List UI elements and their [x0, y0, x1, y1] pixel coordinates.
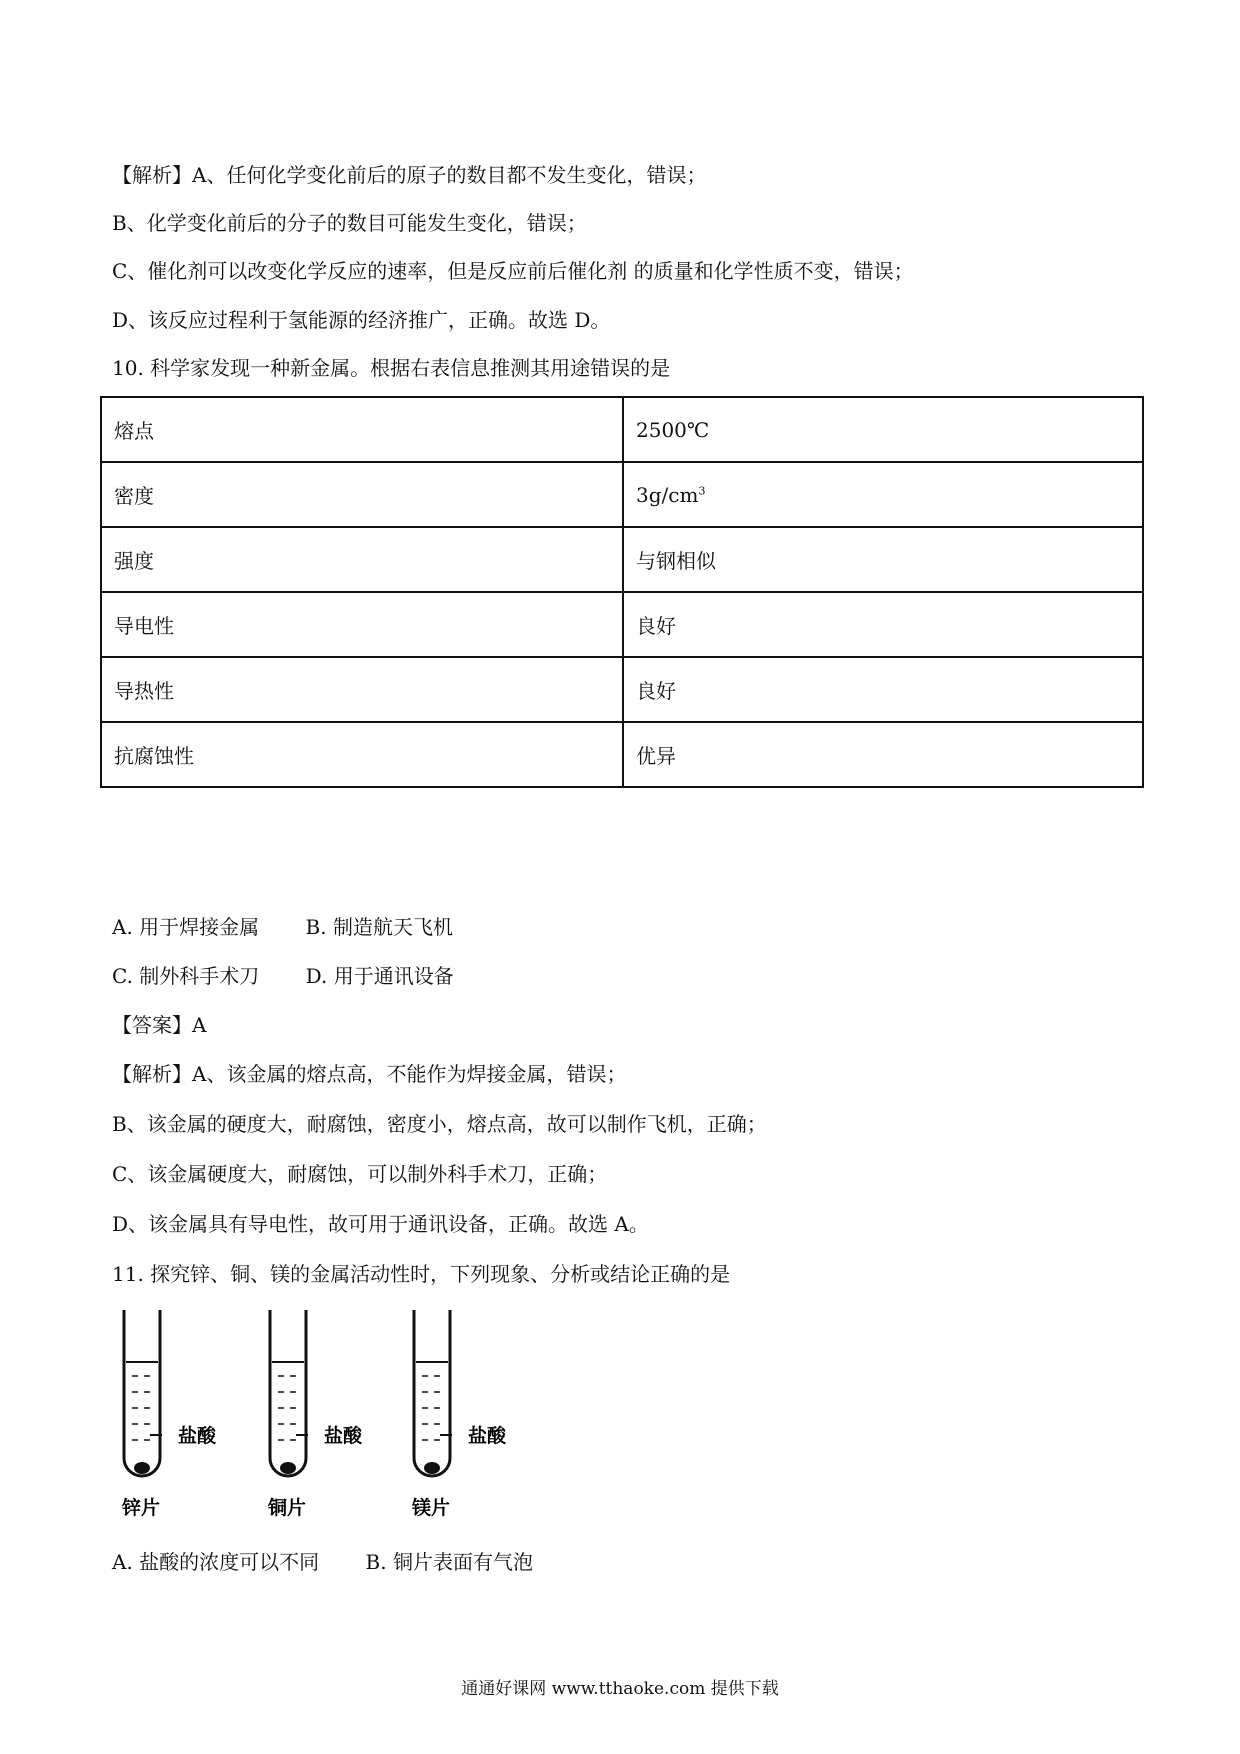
q10-answer: 【答案】A [112, 1013, 207, 1037]
table-row [101, 722, 1143, 787]
property-cell: 密度 [101, 462, 623, 527]
test-tube-copper [267, 1310, 363, 1519]
value-cell: 与钢相似 [623, 527, 1143, 592]
page-footer: 通通好课网 www.tthaoke.com 提供下载 [461, 1679, 779, 1699]
density-value: 3g/cm [636, 482, 699, 507]
metal-properties-table [100, 396, 1144, 788]
density-exponent: 3 [698, 483, 706, 497]
test-tube-zinc [121, 1310, 217, 1519]
value-cell [623, 462, 1143, 527]
acid-label: 盐酸 [178, 1425, 217, 1447]
acid-label: 盐酸 [324, 1425, 363, 1447]
analysis9-line-4: D、该反应过程利于氢能源的经济推广，正确。故选 D。 [112, 308, 611, 332]
q10-stem: 10. 科学家发现一种新金属。根据右表信息推测其用途错误的是 [112, 356, 671, 380]
property-cell: 强度 [101, 527, 623, 592]
tube-label-zinc: 锌片 [122, 1497, 161, 1519]
analysis9-line-3: C、催化剂可以改变化学反应的速率，但是反应前后催化剂 的质量和化学性质不变，错误； [112, 259, 914, 283]
q11-options-row [112, 1548, 533, 1576]
property-cell: 熔点 [101, 397, 623, 462]
tube-label-copper: 铜片 [268, 1497, 307, 1519]
table-row [101, 527, 1143, 592]
q10-option-a: A. 用于焊接金属 [112, 915, 260, 939]
acid-label: 盐酸 [468, 1425, 507, 1447]
value-cell: 优异 [623, 722, 1143, 787]
q10-option-c: C. 制外科手术刀 [112, 964, 260, 988]
q10-option-b: B. 制造航天飞机 [305, 915, 453, 939]
table-row [101, 397, 1143, 462]
q10-option-d: D. 用于通讯设备 [305, 964, 454, 988]
q10-options-row-2 [112, 962, 454, 990]
property-cell: 导热性 [101, 657, 623, 722]
q10-analysis-line-1: 【解析】A、该金属的熔点高，不能作为焊接金属，错误； [112, 1062, 627, 1086]
q10-options-row-1 [112, 913, 453, 941]
q10-analysis-line-3: C、该金属硬度大，耐腐蚀，可以制外科手术刀，正确； [112, 1162, 608, 1186]
q11-stem: 11. 探究锌、铜、镁的金属活动性时，下列现象、分析或结论正确的是 [112, 1262, 731, 1286]
test-tubes-figure [112, 1310, 562, 1520]
table-row [101, 657, 1143, 722]
q10-analysis-line-2: B、该金属的硬度大，耐腐蚀，密度小，熔点高，故可以制作飞机，正确； [112, 1112, 767, 1136]
value-cell: 2500℃ [623, 397, 1143, 462]
q11-option-b: B. 铜片表面有气泡 [365, 1550, 533, 1574]
property-cell: 抗腐蚀性 [101, 722, 623, 787]
value-cell: 良好 [623, 657, 1143, 722]
q11-option-a: A. 盐酸的浓度可以不同 [112, 1550, 320, 1574]
analysis9-line-2: B、化学变化前后的分子的数目可能发生变化，错误； [112, 211, 587, 235]
table-row [101, 462, 1143, 527]
analysis9-line-1: 【解析】A、任何化学变化前后的原子的数目都不发生变化，错误； [112, 163, 707, 187]
test-tube-magnesium [411, 1310, 507, 1519]
value-cell: 良好 [623, 592, 1143, 657]
q10-analysis-line-4: D、该金属具有导电性，故可用于通讯设备，正确。故选 A。 [112, 1212, 649, 1236]
table-row [101, 592, 1143, 657]
tube-label-magnesium: 镁片 [412, 1497, 451, 1519]
property-cell: 导电性 [101, 592, 623, 657]
